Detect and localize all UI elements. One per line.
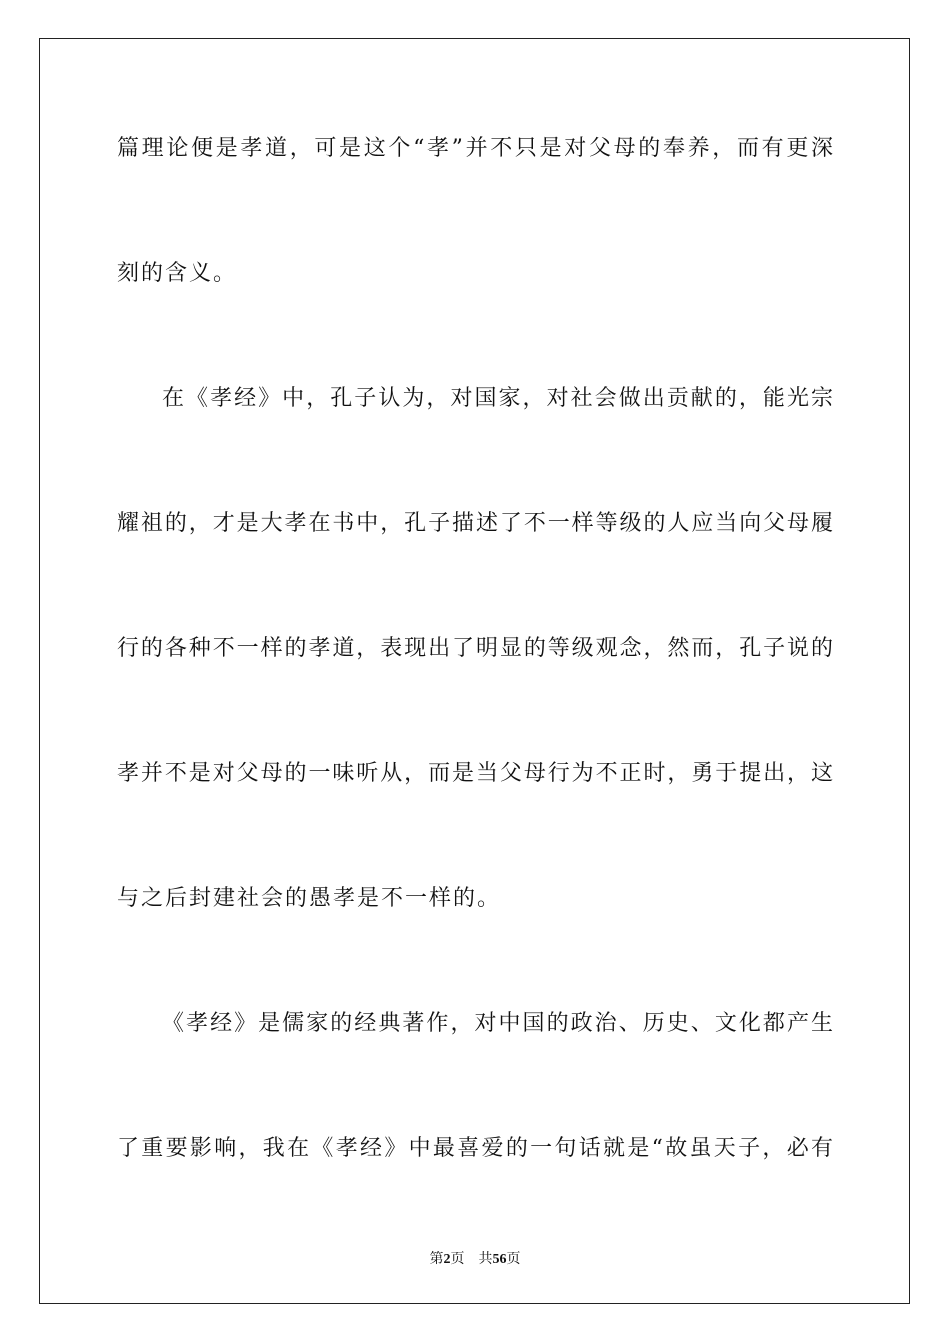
paragraph-line-6: 孝并不是对父母的一味听从，而是当父母行为不正时，勇于提出，这 bbox=[117, 761, 833, 786]
paragraph-line-9: 了重要影响，我在《孝经》中最喜爱的一句话就是“故虽天子，必有 bbox=[117, 1136, 833, 1161]
paragraph-line-5: 行的各种不一样的孝道，表现出了明显的等级观念，然而，孔子说的 bbox=[117, 636, 833, 661]
total-prefix: 共 bbox=[478, 1252, 493, 1267]
paragraph-line-4: 耀祖的，才是大孝在书中，孔子描述了不一样等级的人应当向父母履 bbox=[117, 511, 833, 536]
page-suffix: 页 bbox=[450, 1252, 465, 1267]
current-page-number: 2 bbox=[443, 1252, 451, 1267]
paragraph-line-8: 《孝经》是儒家的经典著作，对中国的政治、历史、文化都产生 bbox=[162, 1011, 833, 1036]
page-prefix: 第 bbox=[429, 1252, 444, 1267]
page-border bbox=[39, 38, 910, 1304]
total-suffix: 页 bbox=[506, 1252, 521, 1267]
paragraph-line-7: 与之后封建社会的愚孝是不一样的。 bbox=[117, 886, 502, 911]
total-pages-number: 56 bbox=[492, 1252, 507, 1267]
paragraph-line-3: 在《孝经》中，孔子认为，对国家，对社会做出贡献的，能光宗 bbox=[162, 386, 833, 411]
paragraph-line-2: 刻的含义。 bbox=[117, 261, 238, 286]
paragraph-line-1: 篇理论便是孝道，可是这个“孝”并不只是对父母的奉养，而有更深 bbox=[117, 136, 833, 161]
page-footer bbox=[0, 1248, 950, 1268]
